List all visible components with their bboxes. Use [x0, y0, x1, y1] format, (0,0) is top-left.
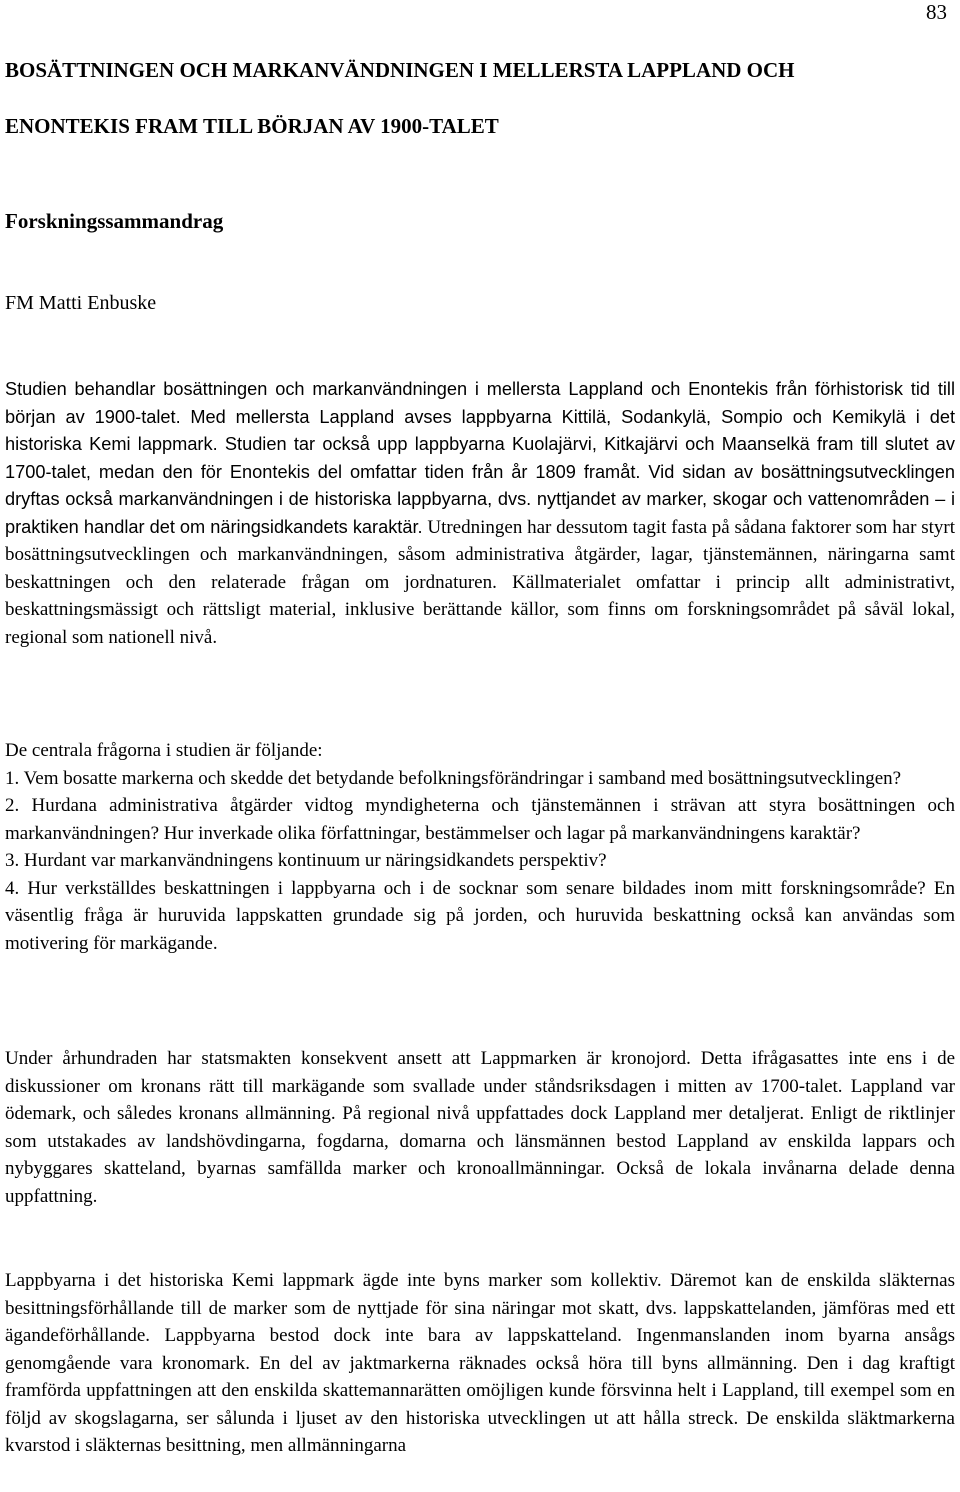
- document-title-line-2: ENONTEKIS FRAM TILL BÖRJAN AV 1900-TALET: [5, 114, 499, 138]
- paragraph-summary: [5, 376, 955, 651]
- paragraph-summary-part-c: Utredningen har dessutom tagit fasta på sådana faktorer som har styrt bosättningsutvecklingen och markanvändningen, såsom administrativa åtgärder, lagar, tjänstemännen, näringarna samt beskattningen och den relaterade frågan om jordnaturen. Källmaterialet omfattar i princip allt administrativt, beskattningsmässigt och rättsligt material, inklusive berättande källor, som finns om forskningsområdet på såväl lokal, regional som nationell nivå.: [5, 516, 956, 648]
- question-item-3: 3. Hurdant var markanvändningens kontinuum ur näringsidkandets perspektiv?: [5, 850, 607, 871]
- document-subtitle: Forskningssammandrag: [5, 209, 224, 233]
- question-item-2: 2. Hurdana administrativa åtgärder vidtog myndigheterna och tjänstemännen i strävan att styra bosättningen och markanvändningen? Hur inverkade olika författningar, bestämmelser och lagar på markanvändningens karaktär?: [5, 795, 955, 844]
- questions-intro: De centrala frågorna i studien är följande:: [5, 740, 323, 761]
- question-item-1: 1. Vem bosatte markerna och skedde det betydande befolkningsförändringar i samband med bosättningsutvecklingen?: [5, 767, 902, 789]
- author-name: FM Matti Enbuske: [5, 292, 157, 314]
- document-title-line-1: BOSÄTTNINGEN OCH MARKANVÄNDNINGEN I MELLERSTA LAPPLAND OCH: [5, 58, 795, 82]
- paragraph-summary-part-a: Studien behandlar bosättningen och markanvändningen i mellersta Lappland och Enontekis från förhistorisk tid till början av 1900-talet.: [5, 379, 955, 427]
- question-item-4: 4. Hur verkställdes beskattningen i lappbyarna och i de socknar som senare bildades inom mitt forskningsområde? En väsentlig fråga är huruvida lappskatten grundade sig på jorden, och huruvida beskattning också kan användas som motivering för markägande.: [5, 877, 955, 954]
- paragraph-summary-part-b: Med mellersta Lappland avses lappbyarna Kittilä, Sodankylä, Sompio och Kemikylä i det historiska Kemi lappmark. Studien tar också upp lappbyarna Kuolajärvi, Kitkajärvi och Maanselkä fram till slutet av 1700-talet, medan den för Enontekis del omfattar tiden från år 1809 framåt. Vid sidan av bosättningsutvecklingen dryftas också markanvändningen i de historiska lappbyarna, dvs. nyttjandet av marker, skogar och vattenområden – i praktiken handlar det om näringsidkandets karaktär.: [5, 406, 956, 537]
- document-page: [5, 0, 955, 1492]
- paragraph-crown-land: Under århundraden har statsmakten konsekvent ansett att Lappmarken är kronojord. Detta ifrågasattes inte ens i de diskussioner om kronans rätt till markägande som svallade under ståndsriksdagen i mitten av 1700-talet. Lappland var ödemark, och således kronans allmänning. På regional nivå uppfattades dock Lappland mer detaljerat. Enligt de riktlinjer som utstakades av landshövdingarna, fogdarna, domarna och länsmännen bestod Lappland av enskilda lappars och nybyggares skatteland, byarnas samfällda marker och kronoallmänningar. Också de lokala invånarna delade denna uppfattning.: [5, 1048, 955, 1207]
- paragraph-lappbyarna: Lappbyarna i det historiska Kemi lappmark ägde inte byns marker som kollektiv. Däremot kan de enskilda släkternas besittningsförhållande till de marker som de nyttjade för sina näringar mot skatt, dvs. lappskattelanden, jämföras med ett ägandeförhållande. Lappbyarna bestod dock inte bara av lappskatteland. Ingenmanslanden inom byarna ansågs genomgående vara kronomark. En del av jaktmarkerna räknades också höra till byns allmänning. Den i dag kraftigt framförda uppfattningen att den enskilda skattemannarätten omöjligen kunde försvinna helt i Lappland, till exempel som en följd av skogslagarna, ser sålunda i ljuset av den historiska utvecklingen ut att hålla streck. De enskilda släktmarkerna kvarstod i släkternas besittning, men allmänningarna: [5, 1270, 955, 1456]
- page-number: 83: [926, 0, 947, 24]
- questions-section: [5, 737, 955, 957]
